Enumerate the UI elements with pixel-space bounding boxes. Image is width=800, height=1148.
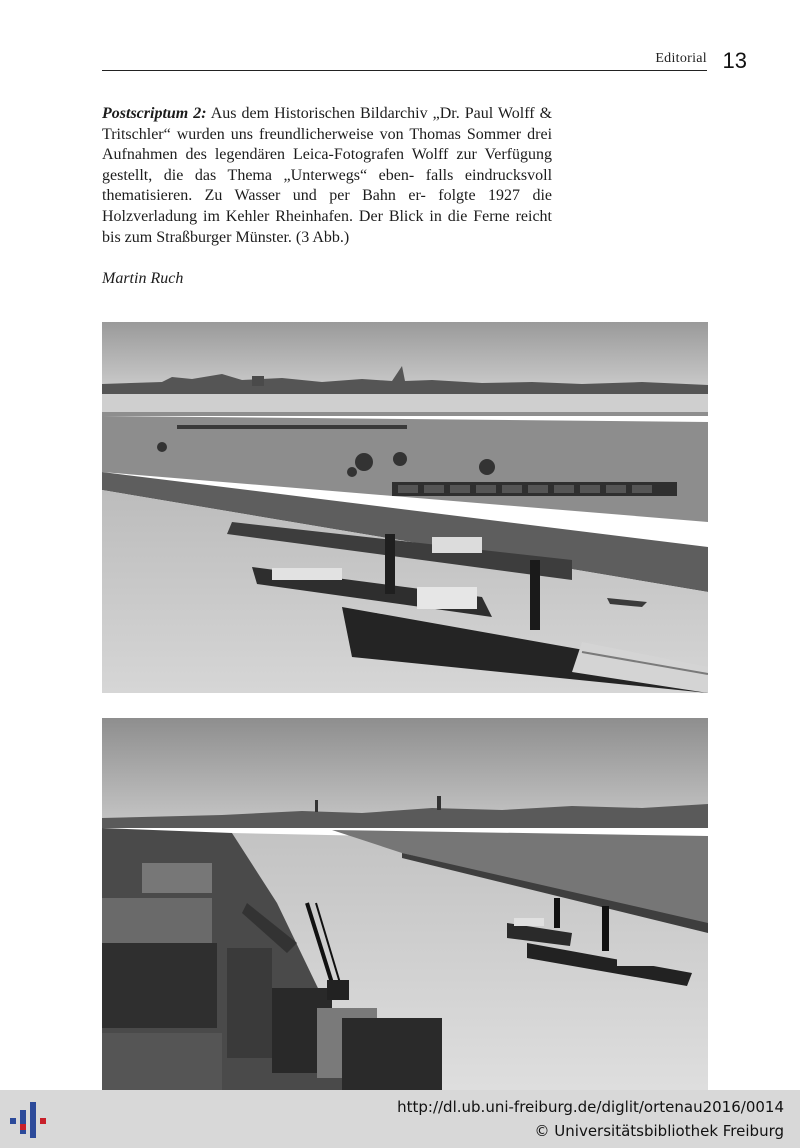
article-line: Aus dem Historischen Bildarchiv „Dr. Paul [210,105,494,122]
article-line: Sommer drei Aufnahmen des legendären Leica-Fotografen [102,125,553,164]
header-rule [102,70,707,71]
article-lead: Postscriptum 2: [102,105,207,122]
harbor-photo-canal [102,718,708,1090]
harbor-photo-steamers-image [102,322,708,693]
source-url-link[interactable]: http://dl.ub.uni-freiburg.de/diglit/ortenau2016/0014 [397,1098,784,1116]
running-head [102,44,747,72]
article-paragraph [102,104,552,248]
section-name: Editorial [655,51,707,66]
harbor-photo-canal-image [102,718,708,1090]
copyright-notice: © Universitätsbibliothek Freiburg [534,1122,784,1140]
footer-bar [0,1090,800,1148]
author-signature: Martin Ruch [102,270,184,287]
article-line: Wolff & Tritschler“ wurden uns freundlicherweise von Thomas [102,105,553,143]
page-number: 13 [722,48,747,73]
harbor-photo-steamers [102,322,708,693]
library-logo-icon [8,1100,50,1140]
article-line: folgte 1927 die Holzverladung im Kehler Rheinhafen. Der Blick [102,187,553,225]
article-line: Wolff zur Verfügung gestellt, die das Thema „Unterwegs“ eben- [102,146,553,184]
article-line: falls eindrucksvoll thematisieren. Zu Wasser und per Bahn er- [102,166,553,205]
article-line: in die Ferne reicht bis zum Straßburger Münster. (3 Abb.) [102,207,553,246]
